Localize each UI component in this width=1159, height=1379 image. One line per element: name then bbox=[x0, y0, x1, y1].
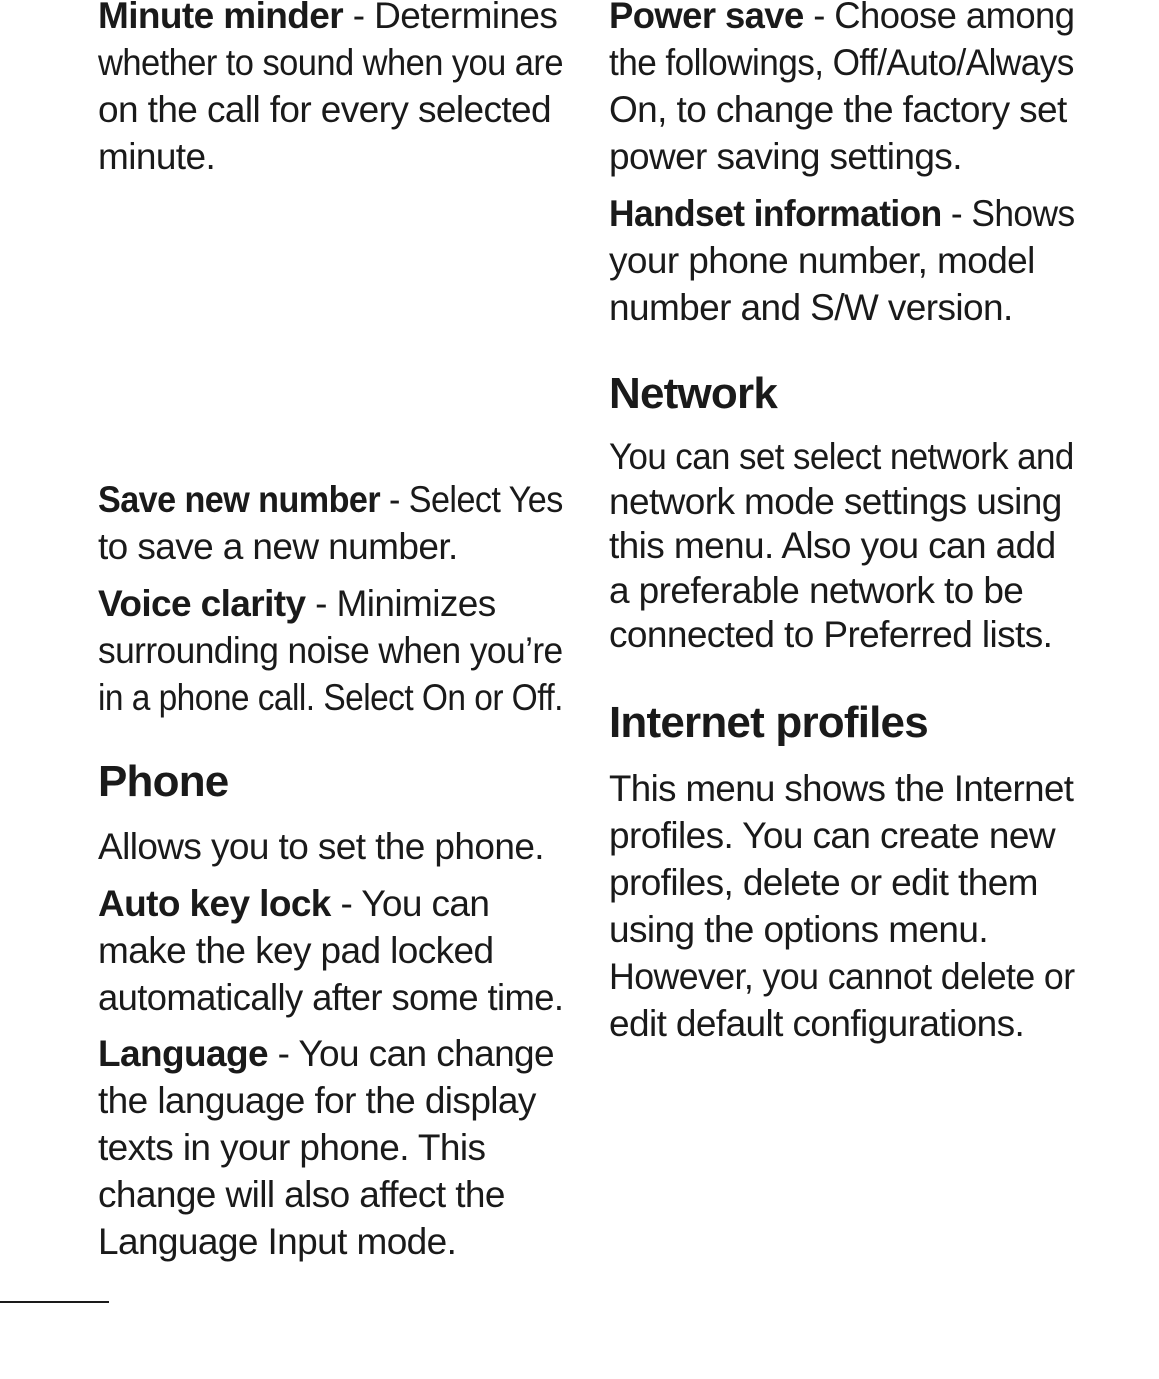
footer-rule bbox=[0, 1301, 109, 1303]
paragraph-line: However, you cannot delete or bbox=[609, 956, 1075, 997]
handset-information-paragraph bbox=[609, 190, 1096, 331]
auto-key-lock-term: Auto key lock bbox=[98, 883, 331, 924]
paragraph-line: Language Input mode. bbox=[98, 1221, 457, 1262]
paragraph-line: edit default configurations. bbox=[609, 1003, 1025, 1044]
paragraph-line bbox=[98, 580, 496, 627]
phone-heading: Phone bbox=[98, 757, 229, 806]
phone-intro bbox=[98, 823, 544, 870]
paragraph-line: You can set select network and bbox=[609, 436, 1074, 477]
paragraph-line bbox=[98, 1030, 554, 1077]
paragraph-line: connected to Preferred lists. bbox=[609, 614, 1053, 655]
paragraph-line: network mode settings using bbox=[609, 480, 1062, 522]
paragraph-line bbox=[98, 476, 563, 523]
paragraph-line bbox=[609, 190, 1075, 237]
paragraph-line bbox=[98, 0, 557, 39]
paragraph-line: surrounding noise when you’re bbox=[98, 630, 563, 671]
paragraph-line: change will also affect the bbox=[98, 1174, 505, 1215]
paragraph-line: profiles, delete or edit them bbox=[609, 862, 1038, 903]
save-new-number-term: Save new number bbox=[98, 479, 381, 520]
paragraph-line: in a phone call. Select On or Off. bbox=[98, 677, 563, 718]
paragraph-line: the followings, Off/Auto/Always bbox=[609, 42, 1074, 83]
paragraph-line: profiles. You can create new bbox=[609, 815, 1056, 856]
minute-minder-paragraph bbox=[98, 0, 597, 180]
paragraph-line: on the call for every selected bbox=[98, 89, 551, 130]
paragraph-text: - Select Yes bbox=[380, 479, 563, 520]
internet-profiles-paragraph bbox=[609, 765, 1091, 1047]
paragraph-line: to save a new number. bbox=[98, 526, 458, 567]
network-paragraph bbox=[609, 435, 1102, 658]
paragraph-text: - Choose among bbox=[803, 0, 1075, 36]
internet-profiles-heading: Internet profiles bbox=[609, 698, 928, 747]
auto-key-lock-paragraph bbox=[98, 880, 571, 1021]
paragraph-line bbox=[98, 880, 489, 927]
paragraph-line: This menu shows the Internet bbox=[609, 768, 1074, 809]
paragraph-line: whether to sound when you are bbox=[98, 42, 563, 83]
language-term: Language bbox=[98, 1033, 268, 1074]
network-heading: Network bbox=[609, 369, 777, 418]
save-new-number-paragraph bbox=[98, 476, 602, 570]
paragraph-line: using the options menu. bbox=[609, 909, 989, 950]
power-save-term: Power save bbox=[609, 0, 804, 36]
paragraph-line: power saving settings. bbox=[609, 136, 962, 177]
paragraph-line: Allows you to set the phone. bbox=[98, 826, 544, 867]
paragraph-line: the language for the display bbox=[98, 1080, 536, 1121]
paragraph-line: number and S/W version. bbox=[609, 287, 1013, 328]
paragraph-line: automatically after some time. bbox=[98, 977, 564, 1018]
paragraph-text: - You can bbox=[330, 883, 490, 924]
paragraph-text: - You can change bbox=[267, 1033, 555, 1074]
paragraph-text: - Determines bbox=[343, 0, 558, 36]
paragraph-line: your phone number, model bbox=[609, 240, 1035, 281]
paragraph-line: a preferable network to be bbox=[609, 569, 1024, 611]
paragraph-line: this menu. Also you can add bbox=[609, 525, 1056, 566]
language-paragraph bbox=[98, 1030, 554, 1265]
paragraph-line bbox=[609, 0, 1074, 39]
paragraph-text: - Shows bbox=[941, 193, 1075, 234]
paragraph-line: texts in your phone. This bbox=[98, 1127, 486, 1168]
paragraph-text: - Minimizes bbox=[305, 583, 496, 624]
paragraph-line: On, to change the factory set bbox=[609, 89, 1067, 130]
voice-clarity-term: Voice clarity bbox=[98, 583, 306, 624]
power-save-paragraph bbox=[609, 0, 1098, 180]
handset-information-term: Handset information bbox=[609, 193, 942, 234]
paragraph-line: make the key pad locked bbox=[98, 930, 494, 971]
minute-minder-term: Minute minder bbox=[98, 0, 344, 36]
voice-clarity-paragraph bbox=[98, 580, 612, 721]
paragraph-line: minute. bbox=[98, 136, 216, 177]
